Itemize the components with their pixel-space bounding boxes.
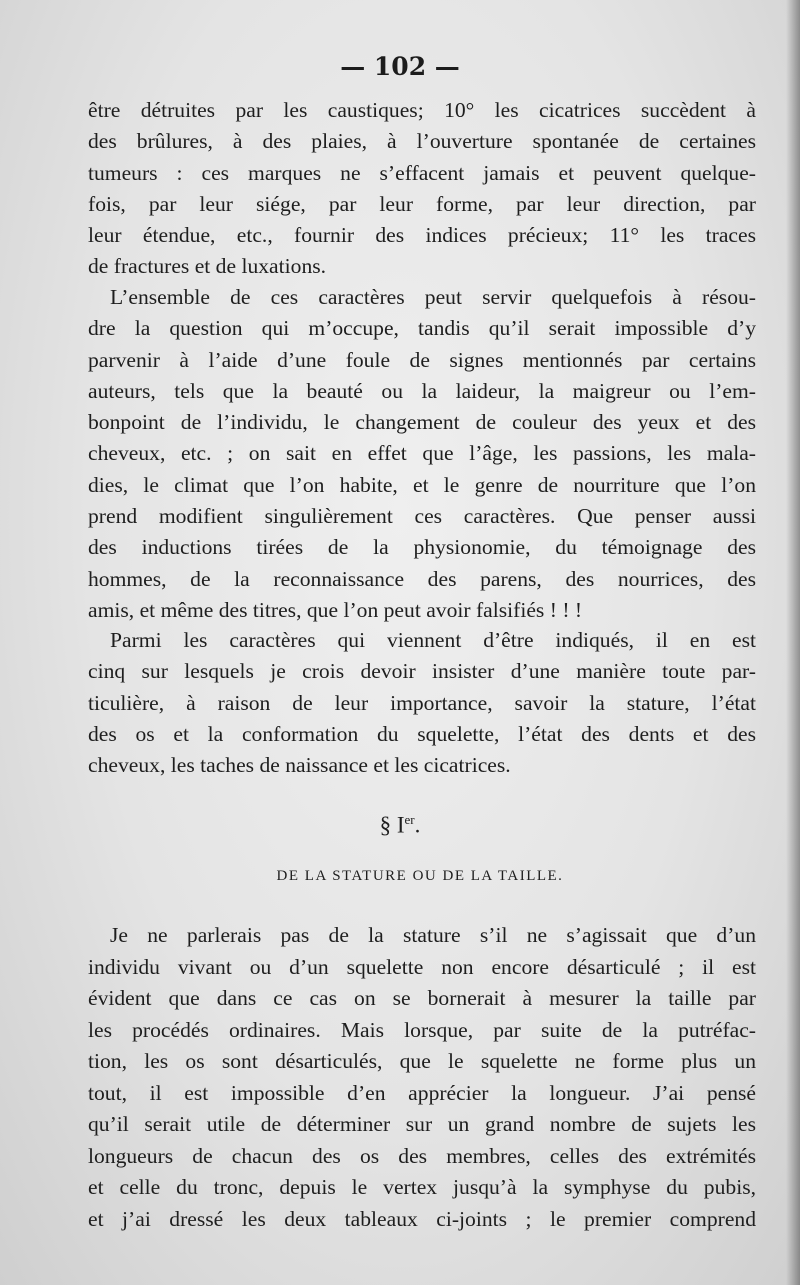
text-line: des brûlures, à des plaies, à l’ouverture spontanée de certaines bbox=[88, 129, 756, 154]
text-line: les procédés ordinaires. Mais lorsque, par suite de la putréfac- bbox=[88, 1017, 756, 1042]
text-line: L’ensemble de ces caractères peut servir quelquefois à résou- bbox=[110, 285, 756, 309]
text-line: tion, les os sont désarticulés, que le squelette ne forme plus un bbox=[88, 1049, 756, 1073]
text-line: auteurs, tels que la beauté ou la laideur, la maigreur ou l’em- bbox=[88, 378, 756, 403]
text-line: tumeurs : ces marques ne s’effacent jamais et peuvent quelque- bbox=[88, 160, 756, 185]
text-line: évident que dans ce cas on se bornerait à mesurer la taille par bbox=[88, 986, 756, 1010]
text-line: ticulière, à raison de leur importance, savoir la stature, l’état bbox=[88, 690, 756, 715]
paragraph-2 bbox=[88, 282, 756, 626]
paragraph-3 bbox=[88, 625, 756, 781]
text-line: amis, et même des titres, que l’on peut avoir falsifiés ! ! ! bbox=[88, 597, 583, 622]
page-number: — 102 — bbox=[340, 52, 460, 81]
text-line: des os et la conformation du squelette, l’état des dents et des bbox=[88, 721, 756, 746]
text-line: leur étendue, etc., fournir des indices précieux; 11° les traces bbox=[88, 223, 756, 248]
text-line: dre la question qui m’occupe, tandis qu’il serait impossible d’y bbox=[88, 316, 756, 341]
text-line: et celle du tronc, depuis le vertex jusqu’à la symphyse du pubis, bbox=[88, 1175, 756, 1199]
text-line: Je ne parlerais pas de la stature s’il ne s’agissait que d’un bbox=[110, 923, 756, 947]
text-line: des inductions tirées de la physionomie, du témoignage des bbox=[88, 535, 756, 560]
paragraph-4 bbox=[88, 920, 756, 1235]
text-line: dies, le climat que l’on habite, et le genre de nourriture que l’on bbox=[88, 472, 756, 497]
section-mark: § I bbox=[379, 812, 405, 838]
section-heading-number bbox=[0, 812, 800, 839]
text-line: être détruites par les caustiques; 10° les cicatrices succèdent à bbox=[88, 98, 756, 122]
text-line: bonpoint de l’individu, le changement de couleur des yeux et des bbox=[88, 410, 756, 435]
text-line: tout, il est impossible d’en apprécier la longueur. J’ai pensé bbox=[88, 1080, 756, 1105]
section-mark-sup: er bbox=[404, 812, 415, 827]
text-line: hommes, de la reconnaissance des parens, des nourrices, des bbox=[88, 566, 756, 591]
text-line: parvenir à l’aide d’une foule de signes mentionnés par certains bbox=[88, 347, 756, 372]
section-title: DE LA STATURE OU DE LA TAILLE. bbox=[276, 868, 564, 884]
paragraph-1 bbox=[88, 95, 756, 283]
text-line: fois, par leur siége, par leur forme, par leur direction, par bbox=[88, 191, 756, 216]
text-line: de fractures et de luxations. bbox=[88, 254, 327, 279]
text-line: longueurs de chacun des os des membres, celles des extrémités bbox=[88, 1143, 756, 1168]
text-line: prend modifient singulièrement ces caractères. Que penser aussi bbox=[88, 504, 756, 529]
text-line: qu’il serait utile de déterminer sur un grand nombre de sujets les bbox=[88, 1112, 756, 1136]
text-line: Parmi les caractères qui viennent d’être indiqués, il en est bbox=[110, 628, 756, 652]
text-line: individu vivant ou d’un squelette non encore désarticulé ; il est bbox=[88, 954, 756, 979]
text-line: cinq sur lesquels je crois devoir insister d’une manière toute par- bbox=[88, 659, 756, 684]
text-line: cheveux, etc. ; on sait en effet que l’âge, les passions, les mala- bbox=[88, 441, 756, 466]
section-mark-dot: . bbox=[414, 812, 421, 838]
text-line: et j’ai dressé les deux tableaux ci-joints ; le premier comprend bbox=[88, 1206, 756, 1231]
page-edge-shadow bbox=[786, 0, 800, 1285]
text-line: cheveux, les taches de naissance et les cicatrices. bbox=[88, 753, 511, 778]
